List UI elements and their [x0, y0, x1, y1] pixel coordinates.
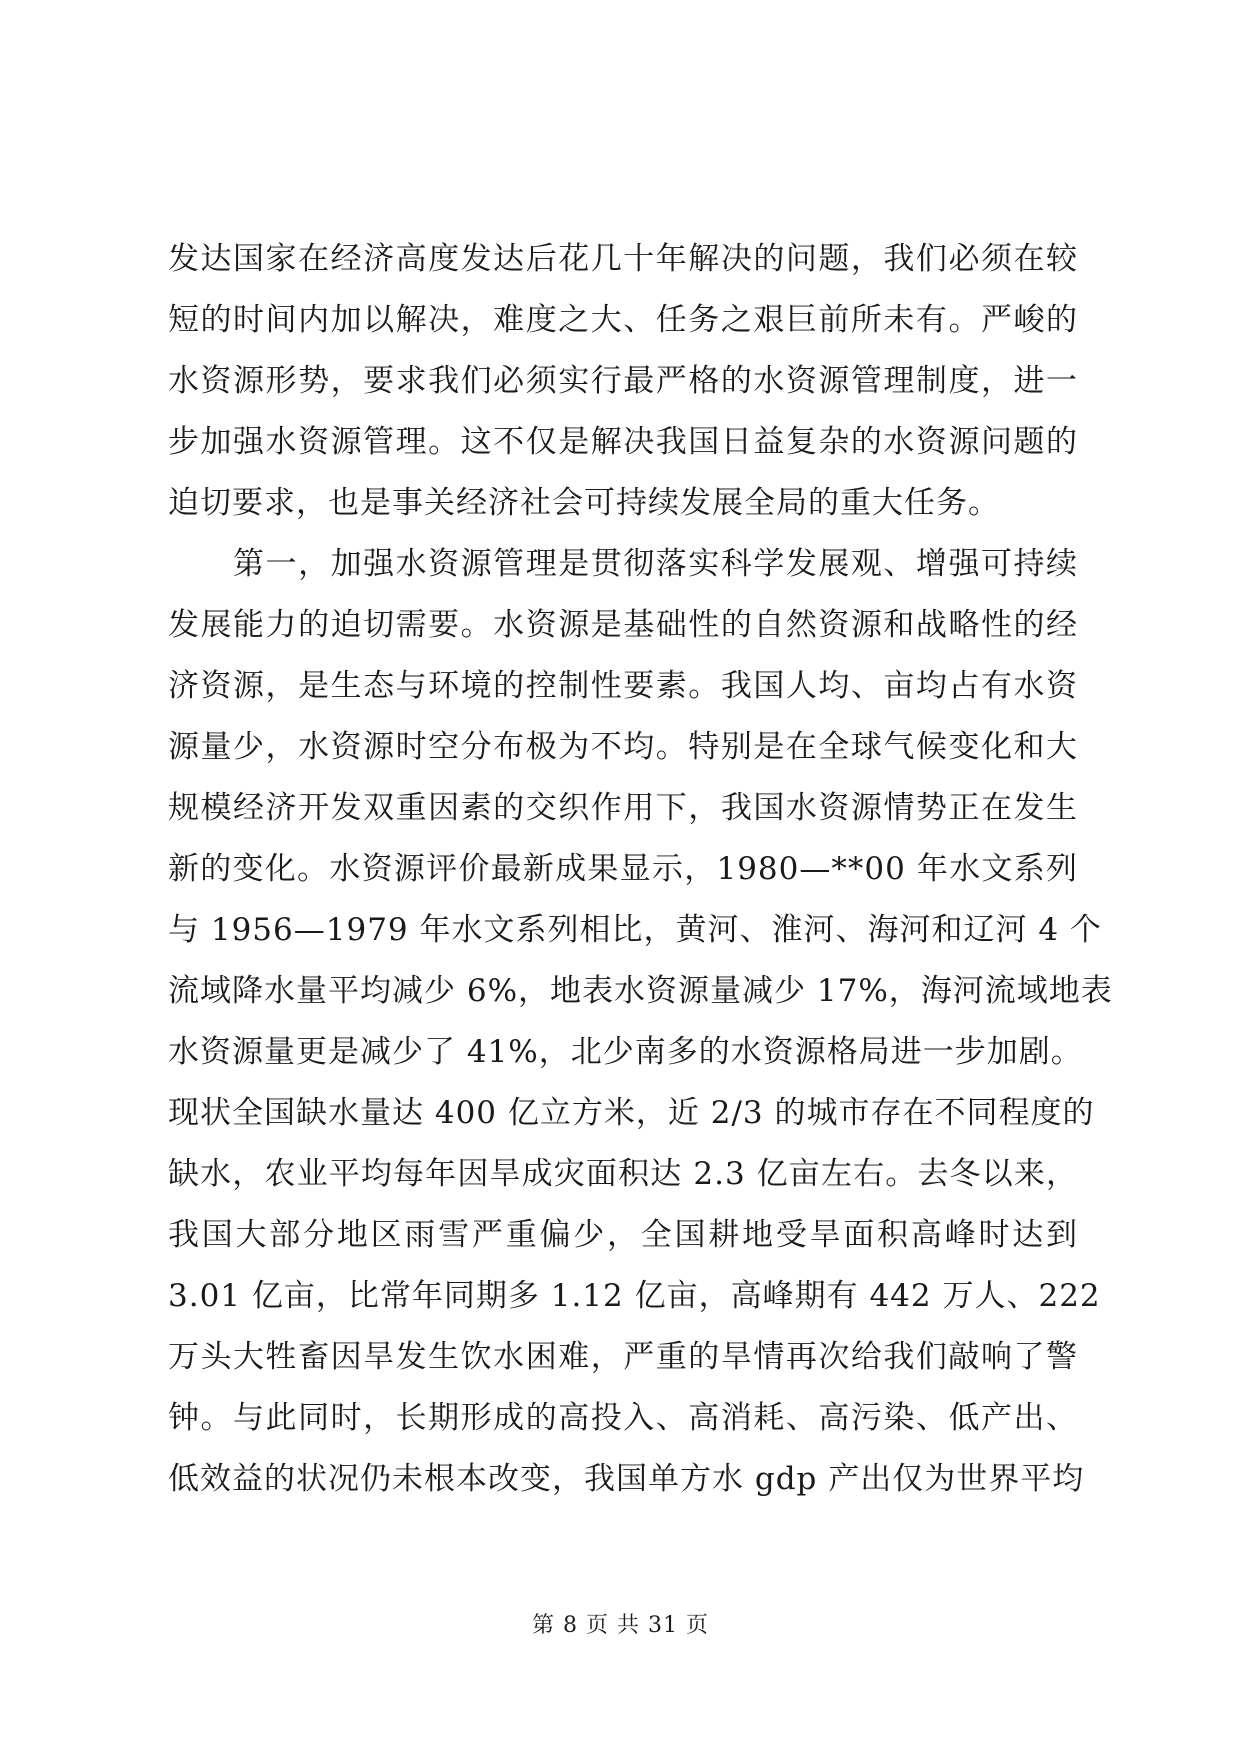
text-line: 第一，加强水资源管理是贯彻落实科学发展观、增强可持续: [168, 546, 1078, 582]
text-line: 与 1956—1979 年水文系列相比，黄河、淮河、海河和辽河 4 个: [168, 912, 1102, 948]
text-line: 步加强水资源管理。这不仅是解决我国日益复杂的水资源问题的: [168, 424, 1078, 460]
text-line: 迫切要求，也是事关经济社会可持续发展全局的重大任务。: [168, 485, 1000, 521]
text-line: 水资源量更是减少了 41%，北少南多的水资源格局进一步加剧。: [168, 1034, 1083, 1070]
text-line: 水资源形势，要求我们必须实行最严格的水资源管理制度，进一: [168, 363, 1078, 399]
text-line: 我国大部分地区雨雪严重偏少，全国耕地受旱面积高峰时达到: [168, 1217, 1078, 1253]
page-number: 第 8 页 共 31 页: [532, 1613, 709, 1638]
text-line: 源量少，水资源时空分布极为不均。特别是在全球气候变化和大: [168, 729, 1078, 765]
text-line: 短的时间内加以解决，难度之大、任务之艰巨前所未有。严峻的: [168, 302, 1078, 338]
text-line: 规模经济开发双重因素的交织作用下，我国水资源情势正在发生: [168, 790, 1078, 826]
text-line: 发达国家在经济高度发达后花几十年解决的问题，我们必须在较: [168, 241, 1078, 277]
body-text: [168, 229, 1113, 1510]
text-line: 钟。与此同时，长期形成的高投入、高消耗、高污染、低产出、: [168, 1400, 1078, 1436]
text-line: 3.01 亿亩，比常年同期多 1.12 亿亩，高峰期有 442 万人、222: [168, 1278, 1101, 1314]
text-line: 现状全国缺水量达 400 亿立方米，近 2/3 的城市存在不同程度的: [168, 1095, 1095, 1131]
text-line: 济资源，是生态与环境的控制性要素。我国人均、亩均占有水资: [168, 668, 1078, 704]
text-line: 低效益的状况仍未根本改变，我国单方水 gdp 产出仅为世界平均: [168, 1461, 1085, 1497]
text-line: 发展能力的迫切需要。水资源是基础性的自然资源和战略性的经: [168, 607, 1078, 643]
text-line: 万头大牲畜因旱发生饮水困难，严重的旱情再次给我们敲响了警: [168, 1339, 1078, 1375]
text-line: 流域降水量平均减少 6%，地表水资源量减少 17%，海河流域地表: [168, 973, 1113, 1009]
text-line: 缺水，农业平均每年因旱成灾面积达 2.3 亿亩左右。去冬以来，: [168, 1156, 1078, 1192]
text-line: 新的变化。水资源评价最新成果显示，1980—**00 年水文系列: [168, 851, 1078, 887]
